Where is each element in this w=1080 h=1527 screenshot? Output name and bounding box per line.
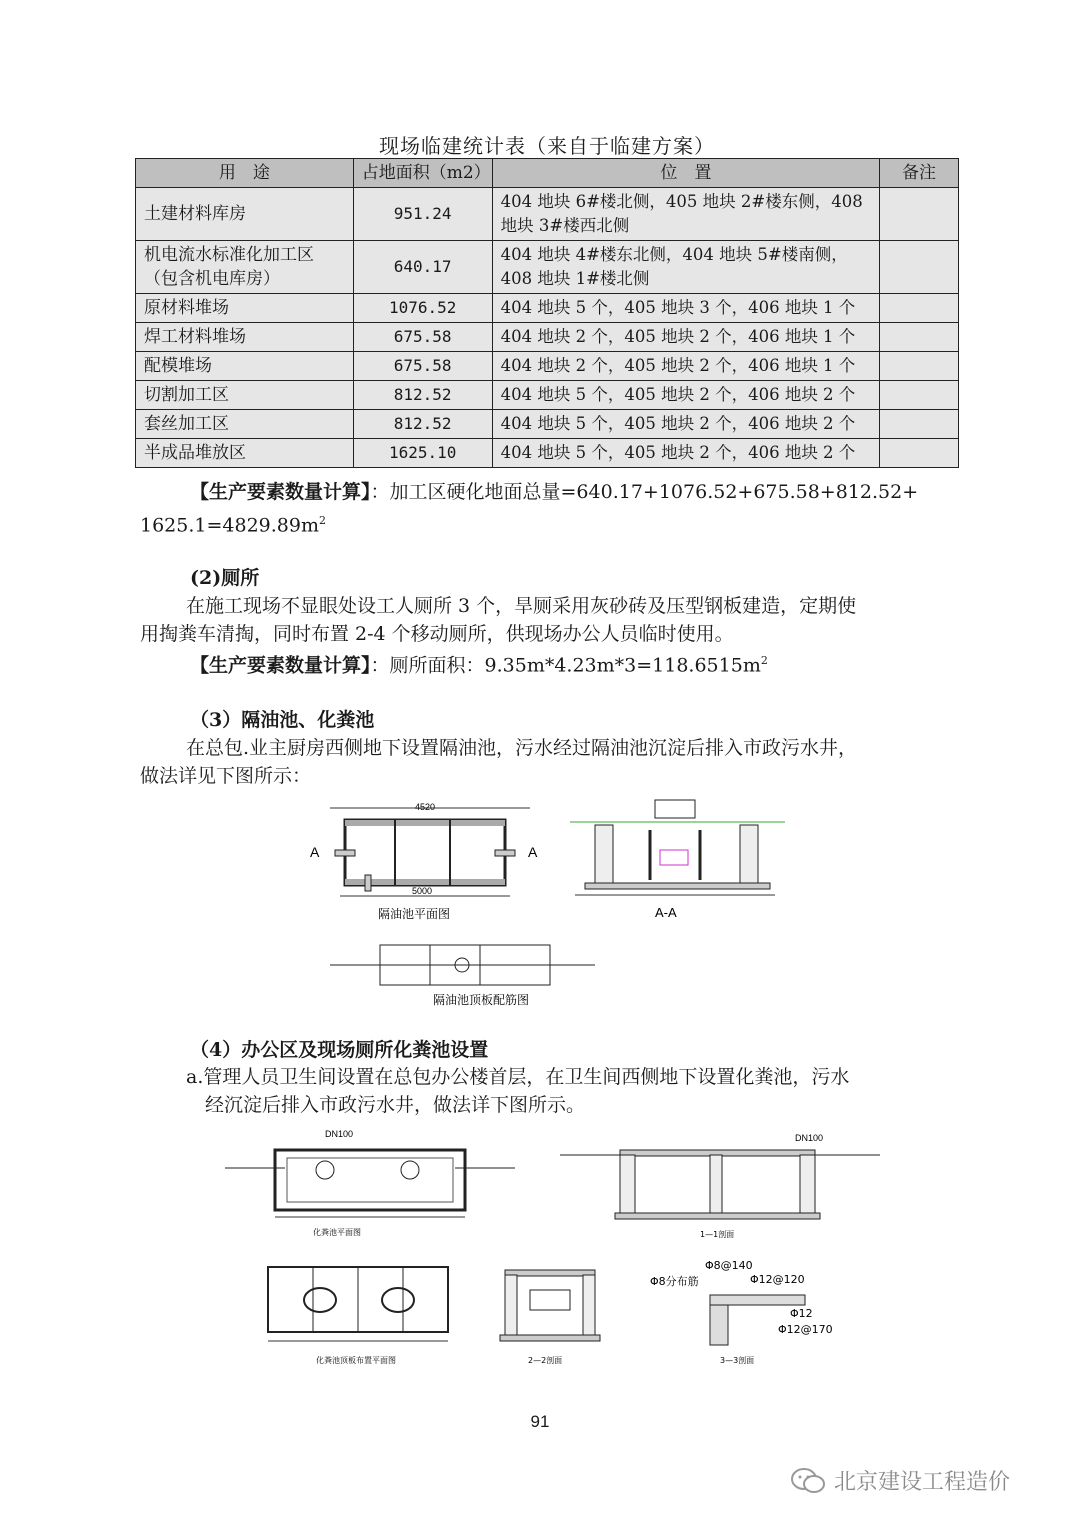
grease-trap-section-drawing bbox=[560, 795, 790, 920]
septic-section-1-drawing bbox=[560, 1125, 880, 1245]
table-row bbox=[136, 188, 959, 241]
wechat-icon bbox=[790, 1467, 826, 1495]
rebar-section-3-caption: 3—3剖面 bbox=[720, 1356, 755, 1365]
cell-note bbox=[880, 323, 959, 352]
table-row bbox=[136, 294, 959, 323]
septic-section-1-figure bbox=[560, 1125, 880, 1245]
grease-trap-roof-caption: 隔油池顶板配筋图 bbox=[433, 993, 530, 1007]
grease-trap-plan-figure bbox=[300, 800, 560, 925]
rebar-section-3-drawing bbox=[650, 1255, 850, 1370]
septic-plan-drawing bbox=[225, 1125, 525, 1240]
section-mark-a-right: A bbox=[528, 844, 538, 860]
section3-heading: （3）隔油池、化粪池 bbox=[190, 709, 375, 731]
rebar-label-4: Φ12 bbox=[790, 1307, 813, 1320]
table-row bbox=[136, 410, 959, 439]
cell-location: 404 地块 6#楼北侧，405 地块 2#楼东侧，408 地块 3#楼西北侧 bbox=[492, 188, 879, 241]
cell-location: 404 地块 2 个，405 地块 2 个，406 地块 1 个 bbox=[492, 323, 879, 352]
cell-location: 404 地块 5 个，405 地块 2 个，406 地块 2 个 bbox=[492, 439, 879, 468]
cell-note bbox=[880, 410, 959, 439]
section3-body-line1: 在总包.业主厨房西侧地下设置隔油池，污水经过隔油池沉淀后排入市政污水井， bbox=[186, 737, 858, 759]
section-mark-a-left: A bbox=[310, 844, 320, 860]
temporary-facilities-table bbox=[135, 158, 959, 468]
septic-plan-figure bbox=[225, 1125, 525, 1240]
cell-location: 404 地块 5 个，405 地块 3 个，406 地块 1 个 bbox=[492, 294, 879, 323]
table-row bbox=[136, 381, 959, 410]
cell-use: 套丝加工区 bbox=[136, 410, 354, 439]
section2-calc bbox=[190, 647, 970, 679]
table-header-row bbox=[136, 159, 959, 188]
table-title: 现场临建统计表（来自于临建方案） bbox=[379, 134, 715, 158]
septic-roof-drawing bbox=[258, 1255, 458, 1370]
cell-area: 675.58 bbox=[353, 352, 492, 381]
rebar-label-3: Φ12@120 bbox=[750, 1273, 805, 1286]
header-location: 位 置 bbox=[492, 159, 879, 188]
cell-area: 1076.52 bbox=[353, 294, 492, 323]
cell-use: 机电流水标准化加工区（包含机电库房） bbox=[136, 241, 354, 294]
cell-use: 切割加工区 bbox=[136, 381, 354, 410]
cell-use: 半成品堆放区 bbox=[136, 439, 354, 468]
dn100-label-plan: DN100 bbox=[325, 1129, 354, 1139]
dim-5000: 5000 bbox=[412, 886, 433, 896]
grease-trap-plan-drawing bbox=[300, 800, 560, 925]
septic-section-1-caption: 1—1剖面 bbox=[700, 1230, 735, 1239]
section2-calc-text: ：厕所面积：9.35m*4.23m*3=118.6515m bbox=[370, 654, 761, 677]
section4-heading: （4）办公区及现场厕所化粪池设置 bbox=[190, 1039, 489, 1061]
table-row bbox=[136, 352, 959, 381]
cell-note bbox=[880, 439, 959, 468]
calc1-text: ：加工区硬化地面总量=640.17+1076.52+675.58+812.52+ bbox=[370, 481, 919, 503]
cell-note bbox=[880, 381, 959, 410]
table-row bbox=[136, 439, 959, 468]
calc1-sup: 2 bbox=[319, 514, 326, 527]
grease-trap-section-figure bbox=[560, 795, 790, 920]
section2-calc-label: 【生产要素数量计算】 bbox=[190, 654, 371, 677]
section2-body-line2: 用掏粪车清掏，同时布置 2-4 个移动厕所，供现场办公人员临时使用。 bbox=[140, 623, 734, 645]
header-use: 用 途 bbox=[136, 159, 354, 188]
rebar-label-2: Φ8分布筋 bbox=[650, 1275, 699, 1288]
section2-calc-sup: 2 bbox=[760, 654, 768, 667]
rebar-section-3-figure bbox=[650, 1255, 850, 1370]
cell-note bbox=[880, 352, 959, 381]
cell-location: 404 地块 5 个，405 地块 2 个，406 地块 2 个 bbox=[492, 381, 879, 410]
cell-area: 812.52 bbox=[353, 410, 492, 439]
septic-section-2-drawing bbox=[490, 1255, 615, 1370]
cell-area: 951.24 bbox=[353, 188, 492, 241]
section3-body-line2: 做法详见下图所示： bbox=[140, 765, 312, 787]
septic-roof-caption: 化粪池顶板布置平面图 bbox=[316, 1356, 396, 1365]
calc1-line2 bbox=[140, 507, 326, 539]
cell-location: 404 地块 5 个，405 地块 2 个，406 地块 2 个 bbox=[492, 410, 879, 439]
section4-body-line2: 经沉淀后排入市政污水井，做法详下图所示。 bbox=[205, 1094, 586, 1116]
cell-area: 640.17 bbox=[353, 241, 492, 294]
cell-area: 1625.10 bbox=[353, 439, 492, 468]
septic-section-2-figure bbox=[490, 1255, 615, 1370]
septic-section-2-caption: 2—2剖面 bbox=[528, 1356, 563, 1365]
header-note: 备注 bbox=[880, 159, 959, 188]
grease-trap-section-caption: A-A bbox=[655, 905, 677, 920]
rebar-label-5: Φ12@170 bbox=[778, 1323, 833, 1336]
dim-4520: 4520 bbox=[415, 802, 436, 812]
header-area: 占地面积（m2） bbox=[353, 159, 492, 188]
section4-body-line1: a.管理人员卫生间设置在总包办公楼首层，在卫生间西侧地下设置化粪池，污水 bbox=[186, 1066, 850, 1088]
cell-note bbox=[880, 188, 959, 241]
section2-heading: (2)厕所 bbox=[190, 567, 260, 589]
cell-area: 812.52 bbox=[353, 381, 492, 410]
grease-trap-roof-drawing bbox=[330, 940, 600, 1010]
cell-note bbox=[880, 241, 959, 294]
calc1-result: 1625.1=4829.89m bbox=[140, 514, 319, 537]
septic-plan-caption: 化粪池平面图 bbox=[313, 1228, 361, 1237]
section2-body-line1: 在施工现场不显眼处设工人厕所 3 个，旱厕采用灰砂砖及压型钢板建造，定期使 bbox=[186, 595, 857, 617]
cell-use: 配模堆场 bbox=[136, 352, 354, 381]
cell-location: 404 地块 2 个，405 地块 2 个，406 地块 1 个 bbox=[492, 352, 879, 381]
cell-use: 原材料堆场 bbox=[136, 294, 354, 323]
calc1-label: 【生产要素数量计算】 bbox=[190, 481, 371, 503]
cell-use: 土建材料库房 bbox=[136, 188, 354, 241]
cell-use: 焊工材料堆场 bbox=[136, 323, 354, 352]
grease-trap-roof-figure bbox=[330, 940, 600, 1010]
dn100-label-section: DN100 bbox=[795, 1133, 824, 1143]
grease-trap-plan-caption: 隔油池平面图 bbox=[378, 907, 451, 921]
cell-note bbox=[880, 294, 959, 323]
calc1-line1 bbox=[190, 478, 970, 506]
table-row bbox=[136, 323, 959, 352]
cell-area: 675.58 bbox=[353, 323, 492, 352]
rebar-label-1: Φ8@140 bbox=[705, 1259, 753, 1272]
watermark-text: 北京建设工程造价 bbox=[834, 1470, 1011, 1495]
page-number: 91 bbox=[530, 1412, 550, 1431]
cell-location: 404 地块 4#楼东北侧，404 地块 5#楼南侧，408 地块 1#楼北侧 bbox=[492, 241, 879, 294]
septic-roof-figure bbox=[258, 1255, 458, 1370]
watermark bbox=[790, 1465, 1010, 1496]
table-row bbox=[136, 241, 959, 294]
